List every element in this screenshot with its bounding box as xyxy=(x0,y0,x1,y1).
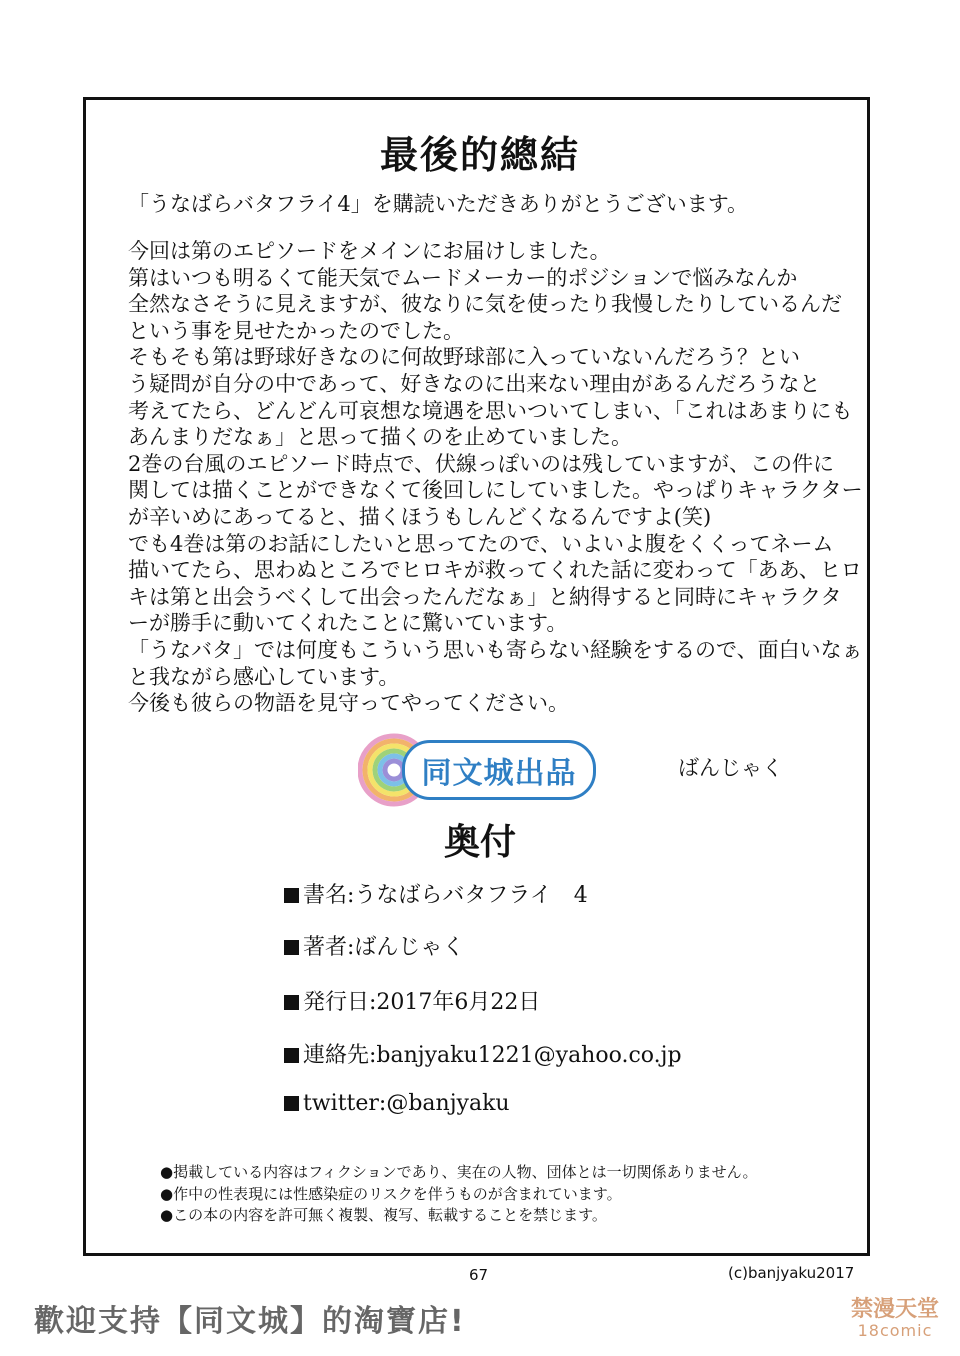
page-number: 67 xyxy=(469,1266,489,1284)
body-line: という事を見せたかったのでした。 xyxy=(128,318,464,343)
body-line: でも4巻は第のお話にしたいと思ってたので、いよいよ腹をくくってネーム xyxy=(128,531,834,556)
body-line: 全然なさそうに見えますが、彼なりに気を使ったり我慢したりしているんだ xyxy=(128,292,842,317)
author-signature: ばんじゃく xyxy=(678,756,783,780)
promo-banner: 歡迎支持【同文城】的淘寶店! xyxy=(34,1304,466,1339)
watermark-logo xyxy=(850,1298,940,1344)
square-bullet-icon xyxy=(284,995,299,1010)
note-line: ●掲載している内容はフィクションであり、実在の人物、団体とは一切関係ありません。 xyxy=(160,1163,758,1181)
body-line: と我ながら感心しています。 xyxy=(128,664,400,689)
copyright-text: (c)banjyaku2017 xyxy=(728,1264,855,1282)
body-line: 描いてたら、思わぬところでヒロキが救ってくれた話に変わって「ああ、ヒロ xyxy=(128,558,862,583)
body-line: 今後も彼らの物語を見守ってやってください。 xyxy=(128,691,569,716)
meta-publish-date: 発行日:2017年6月22日 xyxy=(284,985,540,1016)
body-line: 2巻の台風のエピソード時点で、伏線っぽいのは残していますが、この件に xyxy=(128,451,834,476)
meta-contact: 連絡先:banjyaku1221@yahoo.co.jp xyxy=(284,1038,682,1069)
square-bullet-icon xyxy=(284,1048,299,1063)
body-line: 関しては描くことができなくて後回しにしていました。やっぱりキャラクター xyxy=(128,478,863,503)
disclaimer-notes xyxy=(160,1162,758,1227)
publisher-logo-text: 同文城出品 xyxy=(402,740,596,800)
square-bullet-icon xyxy=(284,940,299,955)
body-line: う疑問が自分の中であって、好きなのに出来ない理由があるんだろうなと xyxy=(128,371,821,396)
meta-twitter: twitter:@banjyaku xyxy=(284,1091,510,1116)
watermark-line1: 禁漫天堂 xyxy=(850,1297,939,1322)
meta-book-title: 書名:うなばらバタフライ 4 xyxy=(284,878,588,909)
body-line: キは第と出会うべくして出会ったんだなぁ」と納得すると同時にキャラクタ xyxy=(128,584,842,609)
body-line: が辛いめにあってると、描くほうもしんどくなるんですよ(笑) xyxy=(128,504,712,529)
note-line: ●作中の性表現には性感染症のリスクを伴うものが含まれています。 xyxy=(160,1184,622,1203)
body-line: 第はいつも明るくて能天気でムードメーカー的ポジションで悩みなんか xyxy=(128,265,798,290)
body-line: あんまりだなぁ」と思って描くのを止めていました。 xyxy=(128,425,632,450)
body-line: そもそも第は野球好きなのに何故野球部に入っていないんだろう？とい xyxy=(128,345,800,370)
body-line: 今回は第のエピソードをメインにお届けしました。 xyxy=(128,239,611,263)
watermark-line2: 18comic xyxy=(857,1321,933,1340)
body-line: 考えてたら、どんどん可哀想な境遇を思いついてしまい、「これはあまりにも xyxy=(128,398,853,423)
colophon-title: 奥付 xyxy=(443,822,516,863)
afterword-body xyxy=(128,238,863,717)
body-line: ーが勝手に動いてくれたことに驚いています。 xyxy=(128,611,568,636)
page-title: 最後的總結 xyxy=(379,133,580,177)
lead-paragraph: 「うなばらバタフライ4」を購読いただきありがとうございます。 xyxy=(128,192,749,216)
note-line: ●この本の内容を許可無く複製、複写、転載することを禁じます。 xyxy=(160,1206,607,1224)
meta-author: 著者:ばんじゃく xyxy=(284,930,464,961)
square-bullet-icon xyxy=(284,1096,299,1111)
square-bullet-icon xyxy=(284,888,299,903)
body-line: 「うなバタ」では何度もこういう思いも寄らない経験をするので、面白いなぁ xyxy=(128,637,863,662)
